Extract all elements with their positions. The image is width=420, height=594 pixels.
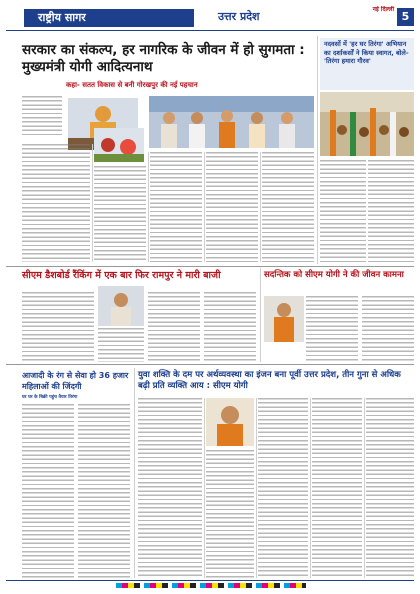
lead-body-col-3 [150,152,202,262]
rampur-headline: सीएम डैशबोर्ड रैंकिंग में एक बार फिर रामपुर ने मारी बाजी [22,270,221,281]
cm-wish-col-2 [362,296,414,362]
youth-power-headline: युवा शक्ति के दम पर अर्थव्यवस्था का इंजन बना पूर्वी उत्तर प्रदेश, तीन गुना से अधिक बढ़ी प्रति व्यक्ति आय : सीएम योगी [138,370,401,391]
cm-wish-headline: सदन्तिक को सीएम योगी ने की जीवन कामना [264,270,404,280]
page-number: 5 [397,8,414,26]
rampur-col-2 [98,328,144,362]
section-rule [6,266,414,267]
lead-body-col-5 [262,152,314,262]
column-separator [364,398,365,578]
column-separator [260,268,261,362]
column-separator [204,152,205,262]
cm-wish-photo [264,296,304,342]
lead-photo-3 [94,128,144,162]
women-flag-headline: आजादी के रंग से सेवा हो 36 हजार महिलाओं की जिंदगी [22,371,129,391]
lead-body-col-4 [206,152,258,262]
lead-headline: सरकार का संकल्प, हर नागरिक के जीवन में हो सुगमता : मुख्यमंत्री योगी आदित्यनाथ [22,42,305,75]
side-story-col-2 [368,160,414,262]
side-story-headline: नदवसों में 'हर घर तिरंगा' अभियान का दर्शाकर्सों ने किया स्वागत, बोले-'तिरंगा हमारा गौरव' [324,40,409,65]
rampur-col-3 [148,292,200,362]
masthead [6,6,414,32]
lead-body-col-1 [22,144,90,262]
paper-name: राष्ट्रीय सागर [24,9,194,27]
section-title: उत्तर प्रदेश [218,10,260,23]
youth-power-col-1 [138,398,202,578]
footer-rule [6,580,414,581]
lead-photo-2 [149,96,314,148]
rampur-photo [98,286,144,326]
youth-power-col-5 [366,398,414,578]
print-registration-marks [116,583,306,588]
column-separator [92,144,93,262]
column-separator [260,152,261,262]
column-separator [204,398,205,578]
column-separator [317,36,318,264]
women-flag-col-1 [22,404,74,578]
lead-intro-text [22,96,62,136]
dateline [324,7,394,13]
side-story-photo [320,92,414,156]
lead-body-col-2 [94,166,146,262]
youth-power-col-4 [312,398,362,578]
column-separator [256,398,257,578]
column-separator [310,398,311,578]
side-story-col-1 [320,160,366,262]
rampur-col-1 [22,292,94,362]
cm-portrait-photo [206,398,254,446]
women-flag-col-2 [78,404,130,578]
newspaper-page [6,6,414,588]
lead-kicker: कहा- सतत विकास से बनी गोरखपुर की नई पहचान [66,81,198,89]
women-flag-kicker: घर घर के बिक्री पहुंच तैयार तिरंगा [22,395,78,400]
section-rule [6,364,414,365]
masthead-rule [6,30,414,31]
rampur-col-4 [204,292,256,362]
dateline-city: नई दिल्ली [372,6,394,13]
youth-power-col-3 [258,398,308,578]
cm-wish-col-1 [306,296,358,362]
column-separator [148,152,149,262]
youth-power-col-2 [206,450,254,578]
column-separator [134,368,135,578]
